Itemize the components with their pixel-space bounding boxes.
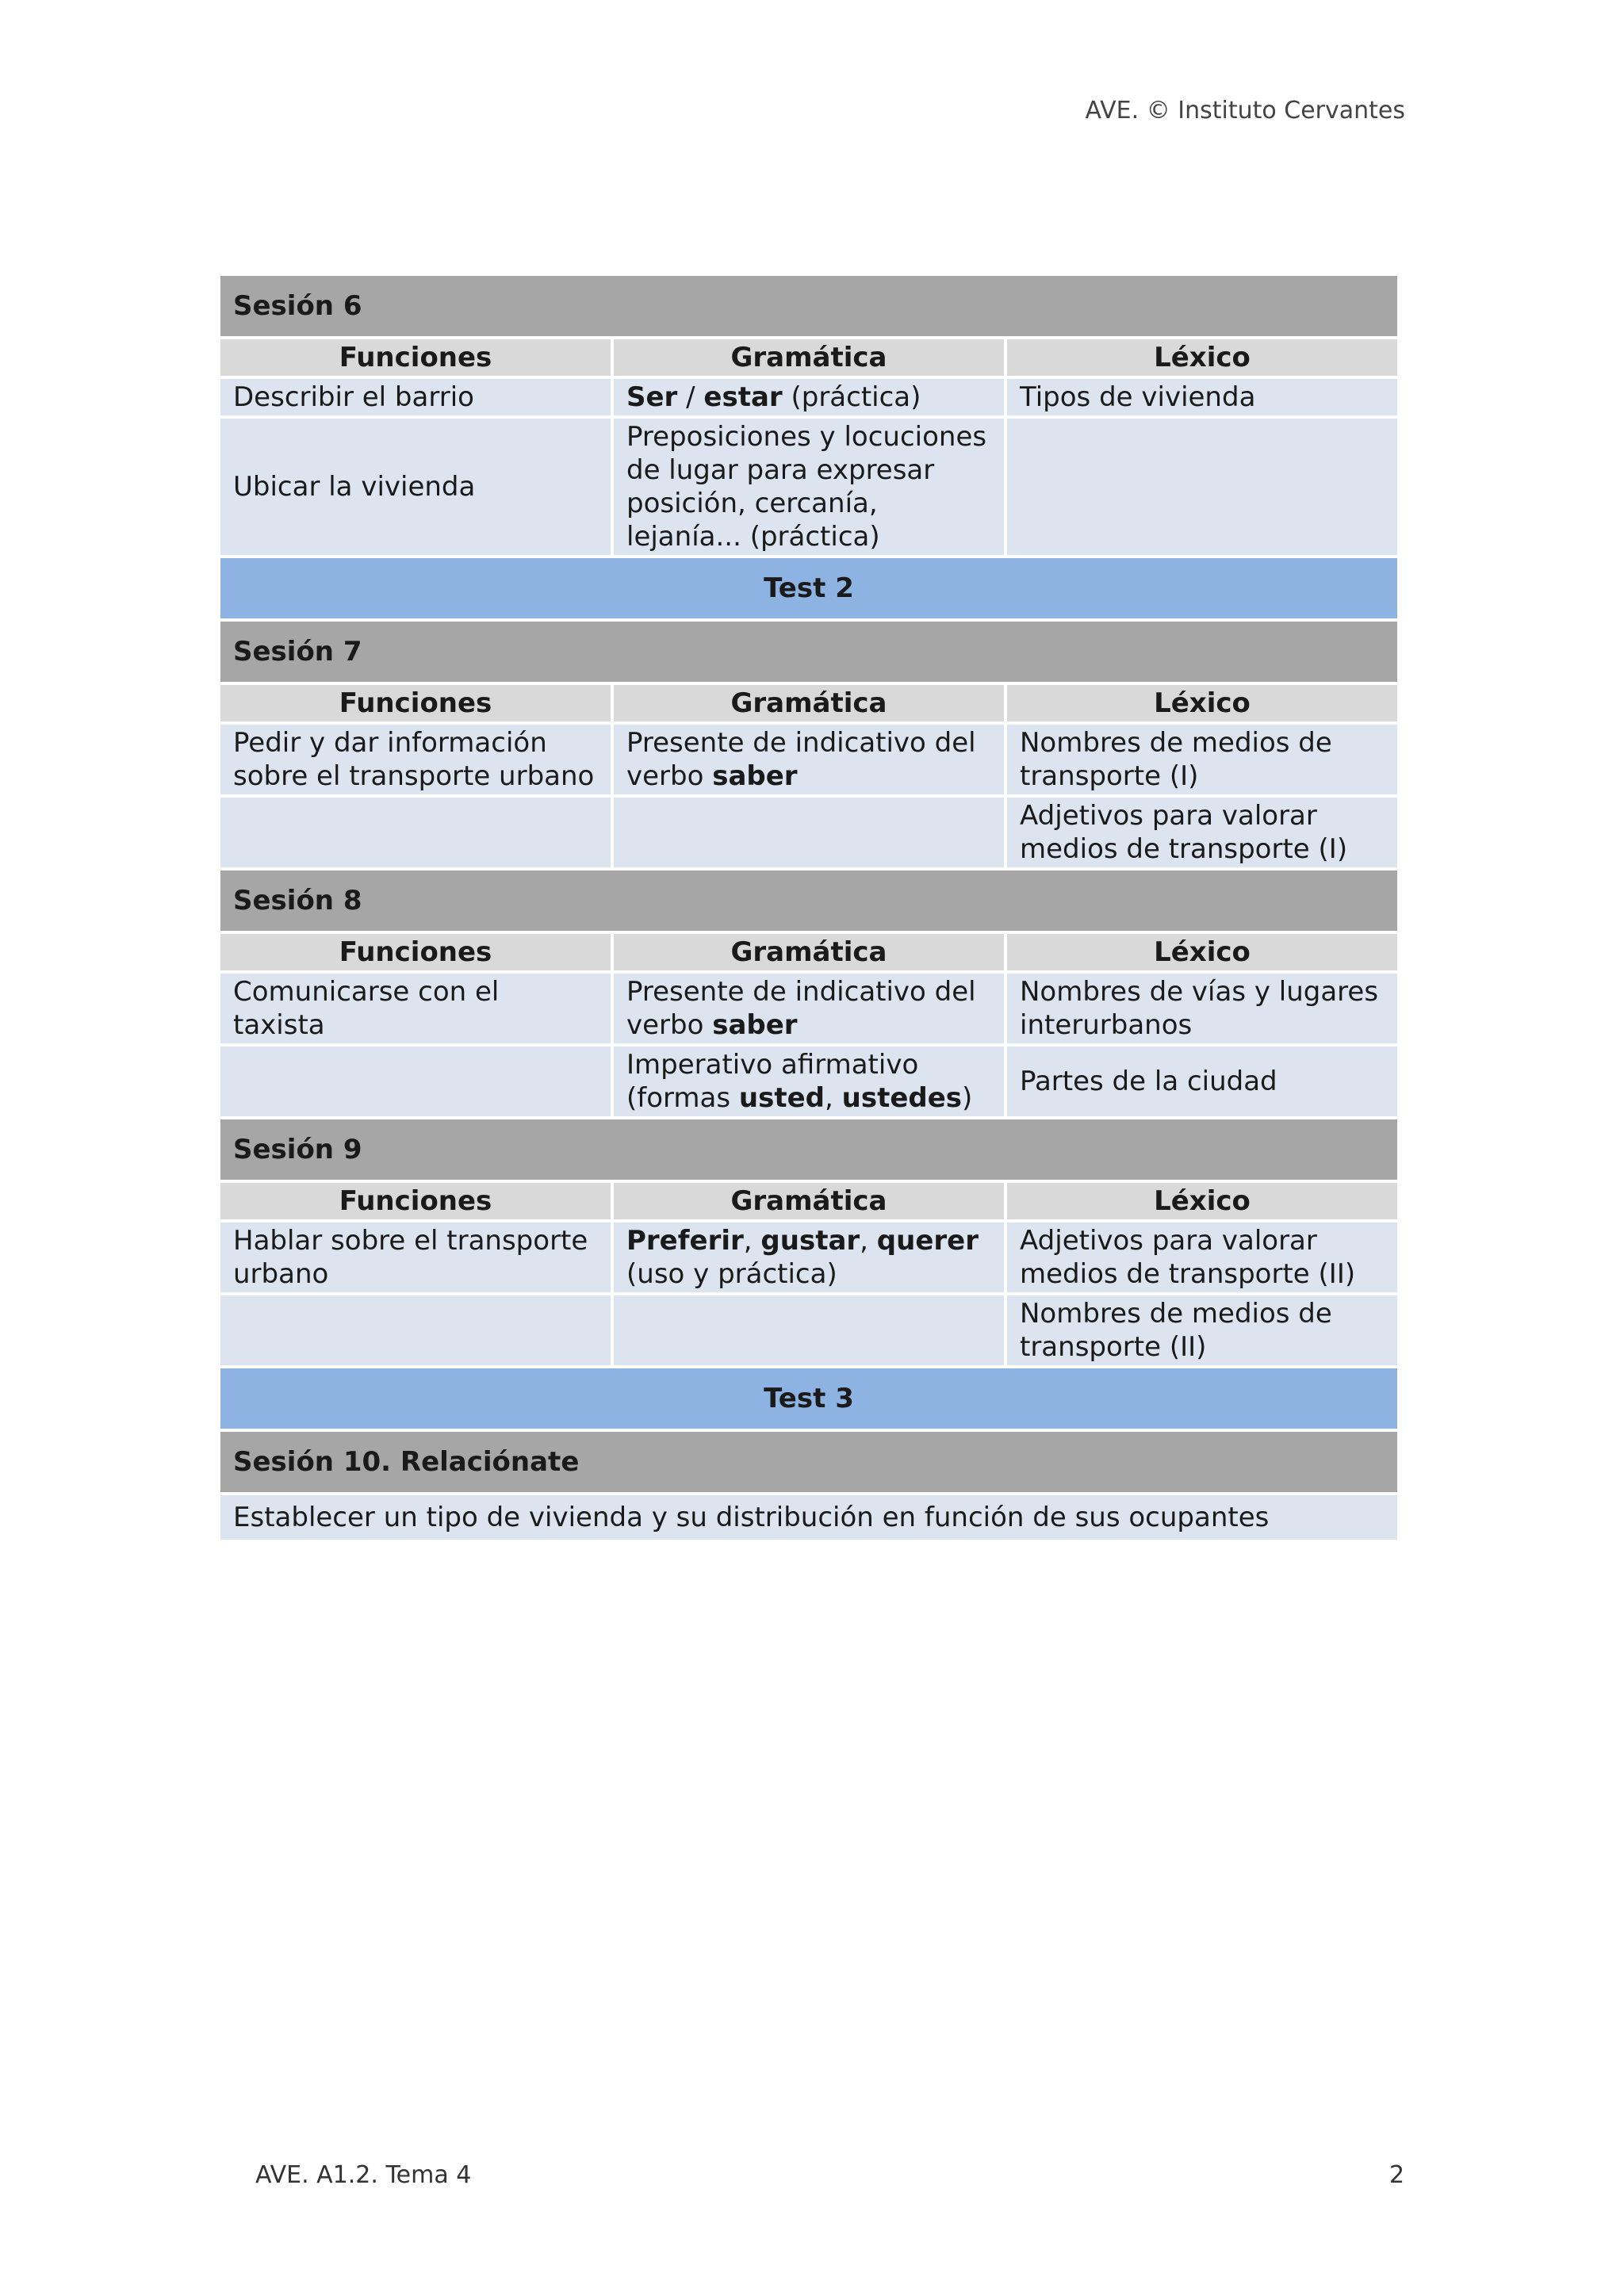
gramatica-cell: [614, 798, 1004, 867]
lexico-cell: Nombres de medios de transporte (I): [1007, 725, 1397, 794]
col-funciones: Funciones: [220, 934, 611, 970]
lexico-cell: Partes de la ciudad: [1007, 1047, 1397, 1116]
page-header: AVE. © Instituto Cervantes: [1085, 97, 1405, 124]
session-8-header: [220, 871, 1397, 931]
session-10-header: [220, 1432, 1397, 1492]
lexico-cell: Nombres de medios de transporte (II): [1007, 1295, 1397, 1365]
col-gramatica: Gramática: [614, 685, 1004, 721]
column-headers: [220, 1183, 1397, 1219]
column-headers: [220, 685, 1397, 721]
footer-course: AVE. A1.2. Tema 4: [255, 2161, 472, 2189]
table-row: [220, 798, 1397, 867]
funciones-cell: Comunicarse con el taxista: [220, 974, 611, 1043]
course-plan-table: [217, 273, 1400, 1543]
lexico-cell: Adjetivos para valorar medios de transporte (II): [1007, 1223, 1397, 1292]
col-gramatica: Gramática: [614, 934, 1004, 970]
col-lexico: Léxico: [1007, 1183, 1397, 1219]
table-row: [220, 1295, 1397, 1365]
funciones-cell: [220, 1047, 611, 1116]
task-cell: Establecer un tipo de vivienda y su distribución en función de sus ocupantes: [220, 1495, 1397, 1540]
lexico-cell: Tipos de vivienda: [1007, 379, 1397, 415]
col-gramatica: Gramática: [614, 339, 1004, 376]
lexico-cell: Nombres de vías y lugares interurbanos: [1007, 974, 1397, 1043]
session-7-header: [220, 622, 1397, 682]
funciones-cell: Describir el barrio: [220, 379, 611, 415]
gramatica-cell: [614, 1295, 1004, 1365]
lexico-cell: [1007, 419, 1397, 555]
col-lexico: Léxico: [1007, 934, 1397, 970]
funciones-cell: [220, 798, 611, 867]
page-number: 2: [1389, 2161, 1405, 2189]
col-funciones: Funciones: [220, 339, 611, 376]
session-title: Sesión 8: [220, 871, 1397, 931]
col-lexico: Léxico: [1007, 685, 1397, 721]
gramatica-cell: Presente de indicativo del verbo saber: [614, 974, 1004, 1043]
column-headers: [220, 934, 1397, 970]
gramatica-cell: Ser / estar (práctica): [614, 379, 1004, 415]
session-title: Sesión 9: [220, 1119, 1397, 1180]
session-title: Sesión 7: [220, 622, 1397, 682]
table-row: [220, 379, 1397, 415]
test-title: Test 2: [220, 558, 1397, 618]
session-9-header: [220, 1119, 1397, 1180]
gramatica-cell: Preferir, gustar, querer (uso y práctica): [614, 1223, 1004, 1292]
column-headers: [220, 339, 1397, 376]
col-gramatica: Gramática: [614, 1183, 1004, 1219]
funciones-cell: Pedir y dar información sobre el transporte urbano: [220, 725, 611, 794]
table-row: [220, 974, 1397, 1043]
table-row: [220, 725, 1397, 794]
test-3-row: [220, 1368, 1397, 1429]
table-row: [220, 419, 1397, 555]
table-row: [220, 1047, 1397, 1116]
session-title: Sesión 6: [220, 276, 1397, 336]
gramatica-cell: Presente de indicativo del verbo saber: [614, 725, 1004, 794]
funciones-cell: [220, 1295, 611, 1365]
col-funciones: Funciones: [220, 685, 611, 721]
funciones-cell: Hablar sobre el transporte urbano: [220, 1223, 611, 1292]
session-title: Sesión 10. Relaciónate: [220, 1432, 1397, 1492]
funciones-cell: Ubicar la vivienda: [220, 419, 611, 555]
gramatica-cell: Imperativo afirmativo (formas usted, ustedes): [614, 1047, 1004, 1116]
table-row: [220, 1223, 1397, 1292]
test-2-row: [220, 558, 1397, 618]
test-title: Test 3: [220, 1368, 1397, 1429]
session-6-header: [220, 276, 1397, 336]
table-row: [220, 1495, 1397, 1540]
lexico-cell: Adjetivos para valorar medios de transporte (I): [1007, 798, 1397, 867]
col-funciones: Funciones: [220, 1183, 611, 1219]
col-lexico: Léxico: [1007, 339, 1397, 376]
gramatica-cell: Preposiciones y locuciones de lugar para expresar posición, cercanía, lejanía... (práctica): [614, 419, 1004, 555]
